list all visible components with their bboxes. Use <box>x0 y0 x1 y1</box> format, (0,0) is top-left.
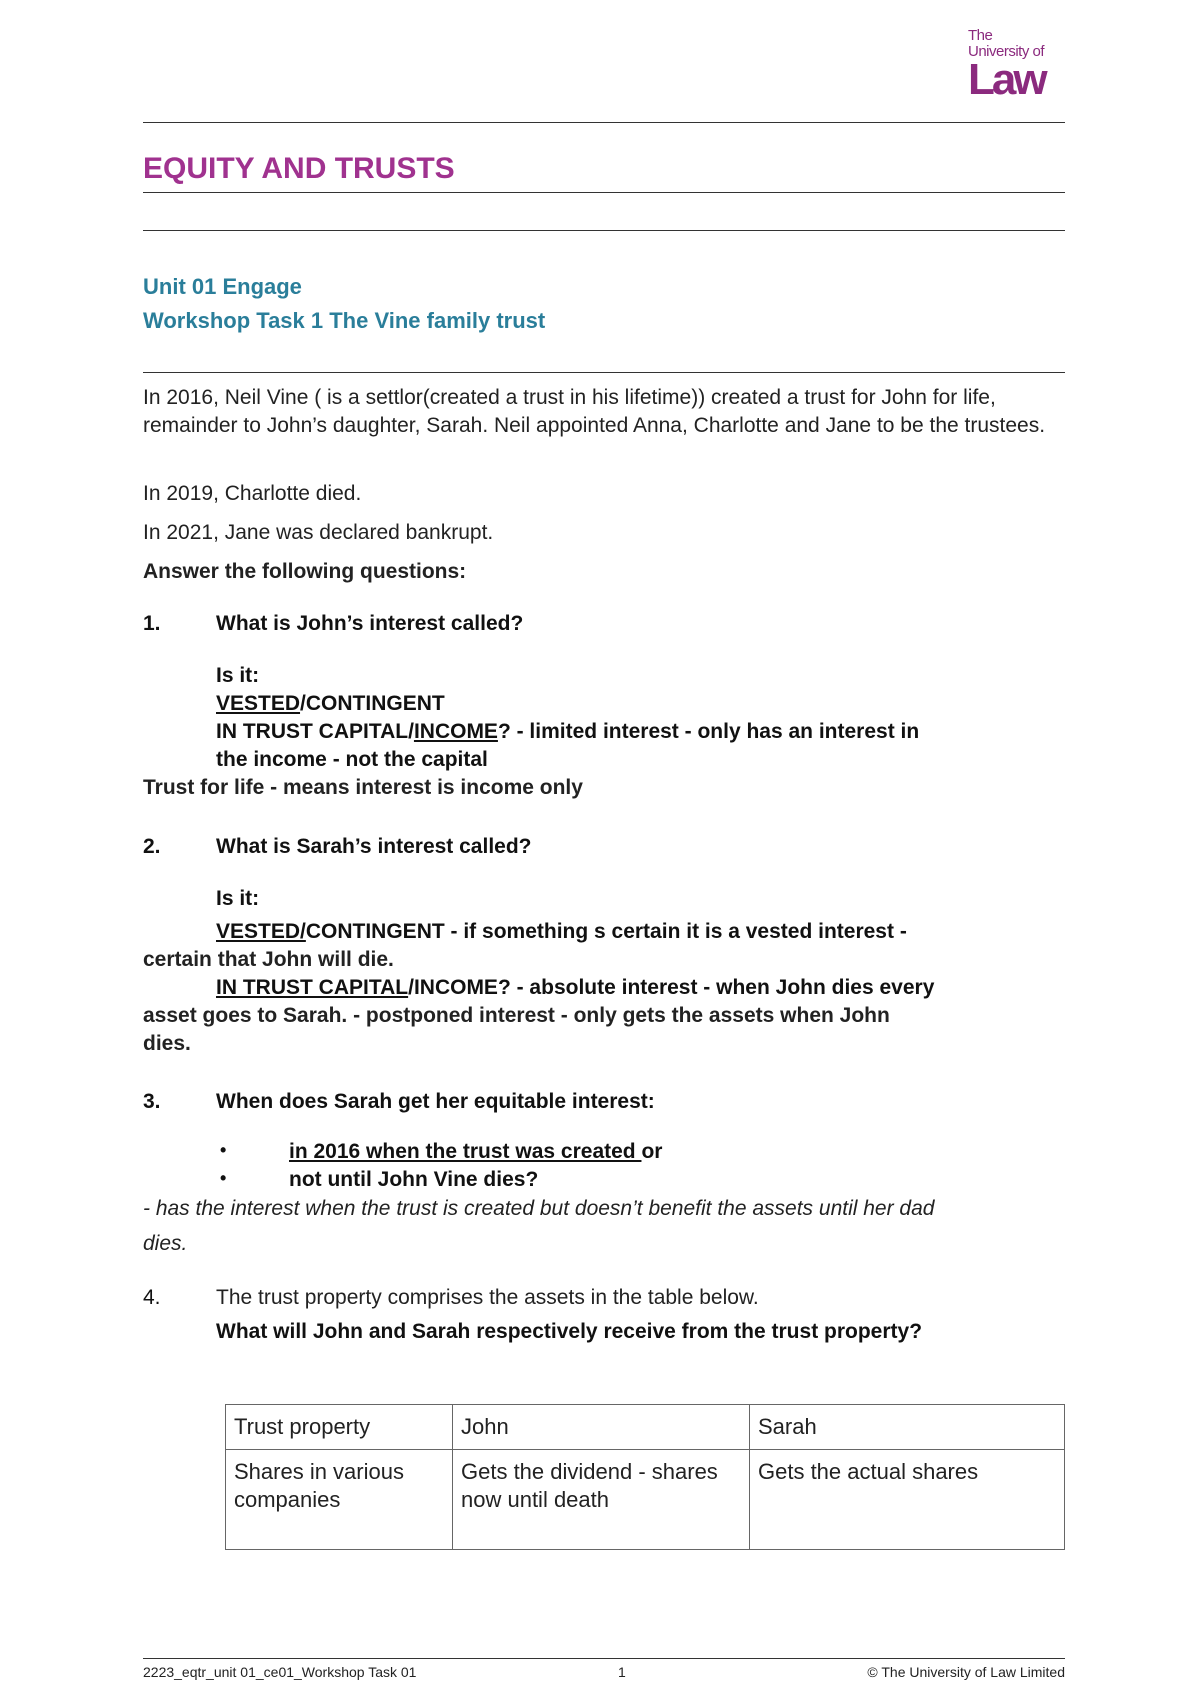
intro-paragraph: In 2016, Neil Vine ( is a settlor(created a trust in his lifetime)) created a trust for John for life, remainder to John’s daughter, Sarah. Neil appointed Anna, Charlotte and Jane to be the trustees. <box>143 386 1046 437</box>
q2-question: What is Sarah’s interest called? <box>216 835 532 858</box>
q3-bullet2: not until John Vine dies? <box>289 1168 539 1191</box>
table-header-cell: Sarah <box>750 1405 1065 1450</box>
q2-contingent: CONTINGENT - if something s certain it is a vested interest - <box>305 920 907 943</box>
q1-question: What is John’s interest called? <box>216 612 524 635</box>
q3-answer-line1: - has the interest when the trust is created but doesn’t benefit the assets until her dad <box>143 1197 935 1220</box>
logo-line-law: Law <box>968 55 1045 104</box>
q1-income: INCOME <box>413 720 498 743</box>
q1-vested: VESTED <box>216 692 301 715</box>
page-title: EQUITY AND TRUSTS <box>143 152 455 185</box>
q2-capital: IN TRUST CAPITAL <box>216 976 409 999</box>
table-header-cell: John <box>453 1405 750 1450</box>
title-rule <box>143 192 1065 193</box>
footer-rule <box>143 1658 1065 1659</box>
workshop-heading: Workshop Task 1 The Vine family trust <box>143 308 546 333</box>
intro-jane: In 2021, Jane was declared bankrupt. <box>143 521 494 544</box>
q2-rest3: dies. <box>143 1032 191 1055</box>
intro-charlotte: In 2019, Charlotte died. <box>143 482 362 505</box>
bullet-icon: • <box>220 1168 227 1188</box>
q4-line1: The trust property comprises the assets in the table below. <box>216 1286 759 1309</box>
table-cell: Gets the actual shares <box>750 1450 1065 1550</box>
table-cell: Shares in various companies <box>226 1450 453 1550</box>
q1-number: 1. <box>143 612 161 635</box>
university-logo <box>968 27 1068 104</box>
table-header-row <box>226 1405 1065 1450</box>
q2-rest: /INCOME? - absolute interest - when John dies every <box>408 976 935 999</box>
answer-prompt: Answer the following questions: <box>143 560 467 583</box>
q1-in-trust: IN TRUST CAPITAL/ <box>216 720 414 743</box>
q4-number: 4. <box>143 1286 161 1309</box>
logo-line-university: University of <box>968 43 1045 60</box>
q1-is-it: Is it: <box>216 664 260 687</box>
q2-capital-line <box>216 974 934 1002</box>
q2-vested-line <box>216 918 907 946</box>
bullet-icon: • <box>220 1140 227 1160</box>
footer-page-number: 1 <box>618 1664 626 1680</box>
q3-bullet1 <box>289 1140 662 1164</box>
table-row <box>226 1450 1065 1550</box>
q3-answer-line2: dies. <box>143 1232 188 1255</box>
q1-rest: ? - limited interest - only has an interest in <box>497 720 920 743</box>
q1-rest2: the income - not the capital <box>216 748 488 771</box>
q2-number: 2. <box>143 835 161 858</box>
q1-contingent: /CONTINGENT <box>300 692 445 715</box>
unit-heading: Unit 01 Engage <box>143 274 302 299</box>
trust-property-table <box>225 1404 1065 1550</box>
table-header-cell: Trust property <box>226 1405 453 1450</box>
q1-capital-line <box>216 718 919 746</box>
q3-bullet1-rest: or <box>641 1140 663 1163</box>
footer-doc-name: 2223_eqtr_unit 01_ce01_Workshop Task 01 <box>143 1664 417 1680</box>
q3-bullet1-underlined: in 2016 when the trust was created <box>289 1140 642 1163</box>
header-rule <box>143 122 1065 123</box>
q2-vested: VESTED/ <box>216 920 306 943</box>
q4-question: What will John and Sarah respectively receive from the trust property? <box>216 1320 923 1343</box>
q1-vested-line <box>216 690 445 718</box>
q2-rest2: asset goes to Sarah. - postponed interest - only gets the assets when John <box>143 1004 890 1027</box>
q2-cont2: certain that John will die. <box>143 948 394 971</box>
section-rule <box>143 372 1065 373</box>
q3-number: 3. <box>143 1090 161 1113</box>
q1-note: Trust for life - means interest is income only <box>143 776 583 799</box>
footer-copyright: © The University of Law Limited <box>867 1664 1065 1680</box>
subtitle-rule <box>143 230 1065 231</box>
q3-question: When does Sarah get her equitable interest: <box>216 1090 655 1113</box>
table-cell: Gets the dividend - shares now until death <box>453 1450 750 1550</box>
logo-line-the: The <box>968 27 993 44</box>
q2-is-it: Is it: <box>216 887 260 910</box>
